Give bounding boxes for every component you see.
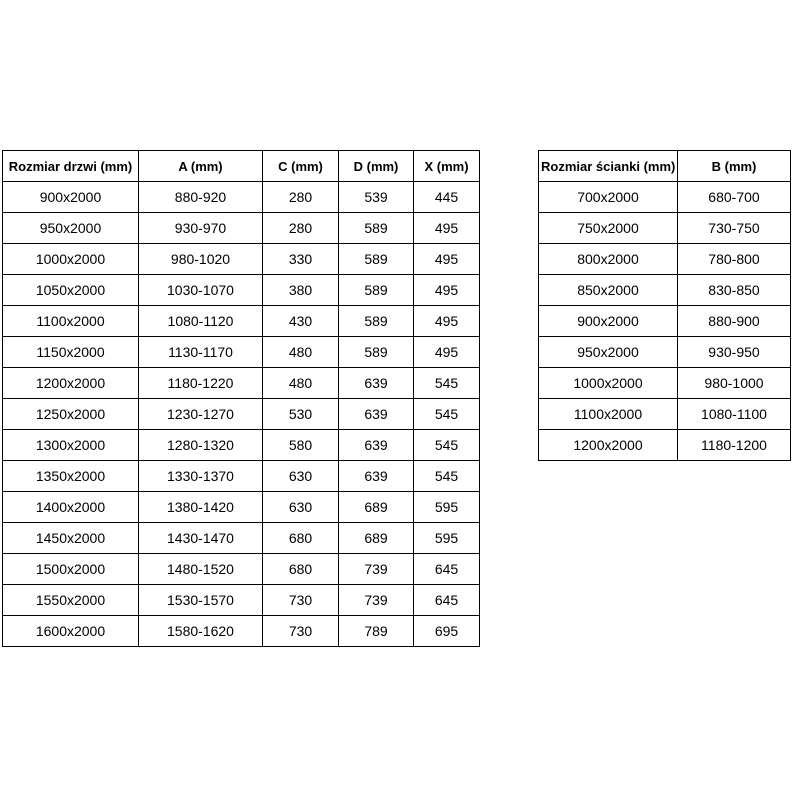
table-row [539,275,791,306]
table-cell: 680 [263,554,339,585]
table-cell: 1080-1100 [678,399,791,430]
table-cell: 530 [263,399,339,430]
table-cell: 730-750 [678,213,791,244]
table-cell: 430 [263,306,339,337]
table-cell: 1100x2000 [3,306,139,337]
table-cell: 980-1000 [678,368,791,399]
table-cell: 950x2000 [539,337,678,368]
table-cell: 1080-1120 [139,306,263,337]
table-cell: 1250x2000 [3,399,139,430]
table-cell: 639 [339,461,414,492]
table-cell: 545 [414,399,480,430]
table-cell: 1300x2000 [3,430,139,461]
wall-sizes-table-body [539,182,791,461]
table-row [3,399,480,430]
table-cell: 1600x2000 [3,616,139,647]
table-cell: 1130-1170 [139,337,263,368]
table-cell: 589 [339,306,414,337]
table-cell: 589 [339,275,414,306]
door-sizes-table-body [3,182,480,647]
table-cell: 480 [263,337,339,368]
table-cell: 280 [263,213,339,244]
table-row [3,523,480,554]
table-cell: 1480-1520 [139,554,263,585]
table-row [3,306,480,337]
table-cell: 445 [414,182,480,213]
table-row [539,337,791,368]
table-cell: 589 [339,337,414,368]
table-cell: 495 [414,337,480,368]
table-cell: 1380-1420 [139,492,263,523]
table-row [3,368,480,399]
table-cell: 645 [414,585,480,616]
table-row [3,430,480,461]
table-cell: 1280-1320 [139,430,263,461]
table-cell: 630 [263,492,339,523]
table-cell: 639 [339,368,414,399]
header-row [3,151,480,182]
table-cell: 1500x2000 [3,554,139,585]
table-cell: 789 [339,616,414,647]
wall-sizes-table [538,150,791,461]
column-header: X (mm) [414,151,480,182]
table-cell: 1030-1070 [139,275,263,306]
column-header: D (mm) [339,151,414,182]
table-cell: 1400x2000 [3,492,139,523]
table-cell: 930-950 [678,337,791,368]
table-cell: 1180-1220 [139,368,263,399]
table-row [3,182,480,213]
table-cell: 1050x2000 [3,275,139,306]
table-row [3,585,480,616]
table-cell: 1450x2000 [3,523,139,554]
table-row [3,616,480,647]
column-header: C (mm) [263,151,339,182]
table-cell: 580 [263,430,339,461]
table-row [3,492,480,523]
table-cell: 689 [339,492,414,523]
table-cell: 495 [414,275,480,306]
table-row [3,461,480,492]
table-cell: 589 [339,244,414,275]
table-row [3,275,480,306]
table-cell: 880-920 [139,182,263,213]
table-cell: 645 [414,554,480,585]
table-cell: 680 [263,523,339,554]
table-cell: 1550x2000 [3,585,139,616]
table-cell: 730 [263,585,339,616]
table-cell: 1330-1370 [139,461,263,492]
table-cell: 595 [414,492,480,523]
table-cell: 630 [263,461,339,492]
table-cell: 545 [414,461,480,492]
table-cell: 689 [339,523,414,554]
table-cell: 1000x2000 [3,244,139,275]
table-cell: 730 [263,616,339,647]
table-cell: 639 [339,430,414,461]
table-cell: 495 [414,213,480,244]
table-cell: 280 [263,182,339,213]
table-cell: 700x2000 [539,182,678,213]
table-cell: 900x2000 [539,306,678,337]
table-row [3,213,480,244]
table-row [539,399,791,430]
table-row [539,182,791,213]
table-cell: 545 [414,368,480,399]
table-cell: 1000x2000 [539,368,678,399]
table-row [3,244,480,275]
table-cell: 750x2000 [539,213,678,244]
table-cell: 1230-1270 [139,399,263,430]
table-row [3,554,480,585]
table-cell: 589 [339,213,414,244]
column-header: Rozmiar drzwi (mm) [3,151,139,182]
table-cell: 980-1020 [139,244,263,275]
table-row [539,430,791,461]
column-header: Rozmiar ścianki (mm) [539,151,678,182]
table-cell: 1530-1570 [139,585,263,616]
column-header: B (mm) [678,151,791,182]
table-cell: 1580-1620 [139,616,263,647]
table-cell: 950x2000 [3,213,139,244]
header-row [539,151,791,182]
table-cell: 1200x2000 [539,430,678,461]
table-cell: 595 [414,523,480,554]
table-cell: 539 [339,182,414,213]
table-row [3,337,480,368]
table-cell: 1430-1470 [139,523,263,554]
table-cell: 850x2000 [539,275,678,306]
table-cell: 1180-1200 [678,430,791,461]
table-row [539,244,791,275]
table-cell: 930-970 [139,213,263,244]
table-cell: 739 [339,554,414,585]
table-cell: 680-700 [678,182,791,213]
table-cell: 545 [414,430,480,461]
table-cell: 1150x2000 [3,337,139,368]
table-cell: 900x2000 [3,182,139,213]
table-cell: 739 [339,585,414,616]
table-cell: 1100x2000 [539,399,678,430]
table-row [539,213,791,244]
wall-sizes-table-head [539,151,791,182]
column-header: A (mm) [139,151,263,182]
table-cell: 495 [414,306,480,337]
table-cell: 495 [414,244,480,275]
table-cell: 330 [263,244,339,275]
table-cell: 830-850 [678,275,791,306]
table-cell: 480 [263,368,339,399]
door-sizes-table-head [3,151,480,182]
table-cell: 639 [339,399,414,430]
table-row [539,368,791,399]
table-cell: 880-900 [678,306,791,337]
table-cell: 1200x2000 [3,368,139,399]
table-cell: 695 [414,616,480,647]
table-cell: 780-800 [678,244,791,275]
table-row [539,306,791,337]
table-cell: 1350x2000 [3,461,139,492]
table-cell: 800x2000 [539,244,678,275]
table-cell: 380 [263,275,339,306]
door-sizes-table [2,150,480,647]
